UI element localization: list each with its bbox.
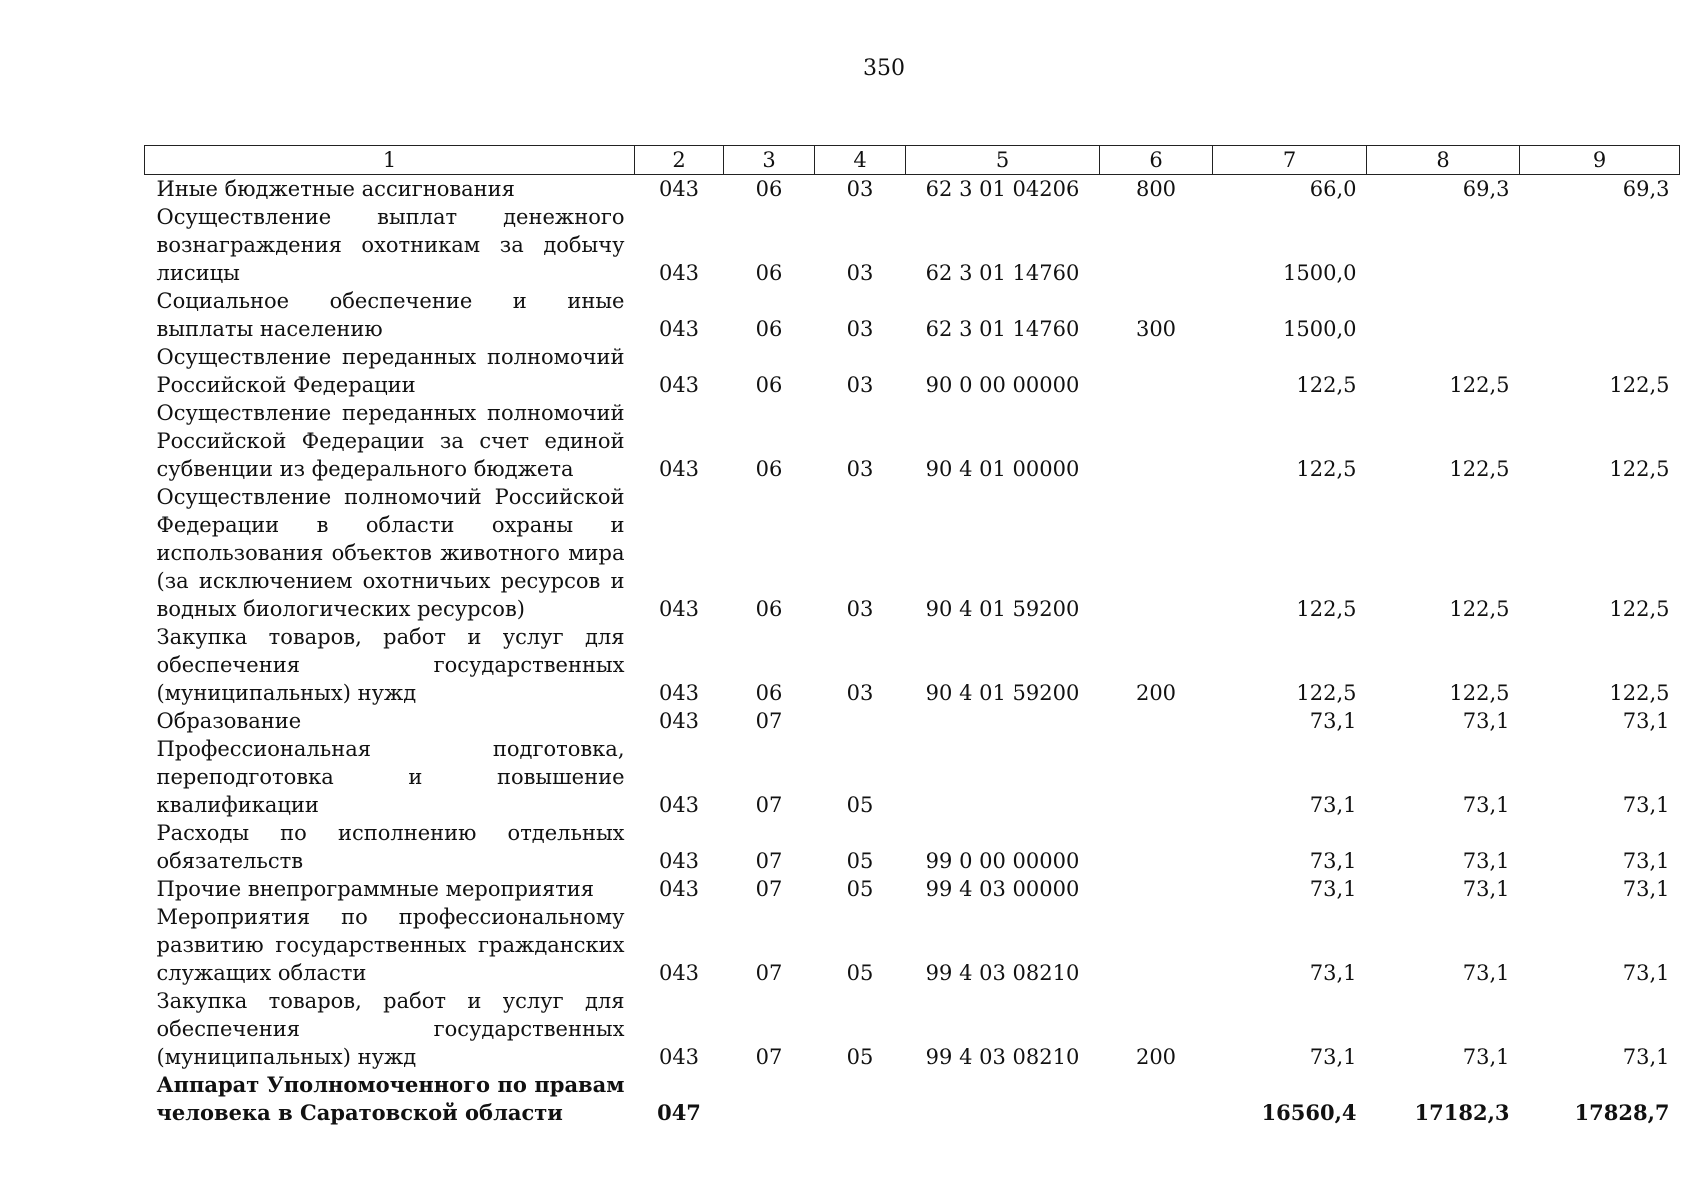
row-target-article-cell: 99 0 00 00000 [925, 849, 1080, 873]
row-expense-type-cell [1100, 903, 1213, 987]
table-row [145, 707, 1680, 735]
row-amount-col9-cell: 73,1 [1622, 1045, 1670, 1069]
row-code-cell: 043 [658, 849, 700, 873]
row-amount-col8-cell [1367, 287, 1520, 343]
column-header-7: 7 [1213, 146, 1367, 175]
table-row [145, 287, 1680, 343]
row-section-cell: 06 [755, 261, 783, 285]
row-target-article-cell: 99 4 03 08210 [925, 961, 1080, 985]
row-amount-col7-cell: 1500,0 [1283, 261, 1357, 285]
row-subsection-cell: 03 [846, 261, 874, 285]
row-amount-col7-cell: 122,5 [1296, 681, 1357, 705]
row-subsection-cell: 03 [846, 457, 874, 481]
row-code-cell: 043 [658, 317, 700, 341]
table-header [145, 146, 1680, 175]
row-target-article-cell: 62 3 01 14760 [925, 261, 1080, 285]
row-code-cell: 047 [657, 1100, 701, 1125]
row-code-cell: 043 [658, 709, 700, 733]
row-name-cell: Осуществление выплат денежного вознаграждения охотникам за добычу лисицы [156, 205, 625, 285]
table-row [145, 483, 1680, 623]
row-subsection-cell: 03 [846, 373, 874, 397]
row-amount-col8-cell: 69,3 [1462, 177, 1510, 201]
row-amount-col7-cell: 73,1 [1309, 877, 1357, 901]
row-amount-col7-cell: 66,0 [1309, 177, 1357, 201]
column-header-4: 4 [815, 146, 906, 175]
column-header-5: 5 [906, 146, 1100, 175]
row-name-cell: Профессиональная подготовка, переподготовка и повышение квалификации [156, 737, 625, 817]
row-amount-col8-cell: 122,5 [1449, 597, 1510, 621]
row-name-cell: Образование [156, 709, 302, 733]
row-name-cell: Закупка товаров, работ и услуг для обеспечения государственных (муниципальных) нужд [156, 625, 625, 705]
row-section-cell: 07 [755, 961, 783, 985]
row-code-cell: 043 [658, 597, 700, 621]
table-row [145, 875, 1680, 903]
table-row [145, 819, 1680, 875]
row-expense-type-cell [1100, 399, 1213, 483]
row-section-cell: 06 [755, 373, 783, 397]
row-target-article-cell: 62 3 01 04206 [925, 177, 1080, 201]
row-subsection-cell [815, 707, 906, 735]
row-amount-col7-cell: 73,1 [1309, 961, 1357, 985]
row-expense-type-cell: 200 [1135, 1045, 1177, 1069]
row-target-article-cell: 99 4 03 08210 [925, 1045, 1080, 1069]
row-amount-col7-cell: 16560,4 [1261, 1100, 1357, 1125]
row-amount-col7-cell: 73,1 [1309, 709, 1357, 733]
table-row [145, 987, 1680, 1071]
row-section-cell: 06 [755, 177, 783, 201]
row-expense-type-cell [1100, 819, 1213, 875]
row-subsection-cell: 03 [846, 317, 874, 341]
row-amount-col8-cell: 73,1 [1462, 793, 1510, 817]
row-section-cell: 07 [755, 1045, 783, 1069]
row-target-article-cell [906, 735, 1100, 819]
row-target-article-cell: 99 4 03 00000 [925, 877, 1080, 901]
row-amount-col8-cell: 73,1 [1462, 961, 1510, 985]
row-expense-type-cell [1100, 343, 1213, 399]
row-section-cell: 07 [755, 877, 783, 901]
row-name-cell: Аппарат Уполномоченного по правам человека в Саратовской области [156, 1072, 625, 1125]
row-amount-col9-cell: 122,5 [1609, 457, 1670, 481]
row-expense-type-cell [1100, 203, 1213, 287]
row-name-cell: Расходы по исполнению отдельных обязательств [156, 821, 625, 873]
table-row [145, 903, 1680, 987]
row-subsection-cell: 05 [846, 877, 874, 901]
row-amount-col8-cell: 73,1 [1462, 849, 1510, 873]
row-target-article-cell: 62 3 01 14760 [925, 317, 1080, 341]
row-amount-col8-cell: 73,1 [1462, 709, 1510, 733]
row-amount-col9-cell [1520, 203, 1680, 287]
row-amount-col9-cell: 73,1 [1622, 877, 1670, 901]
budget-table [144, 145, 1680, 1127]
row-amount-col9-cell: 69,3 [1622, 177, 1670, 201]
row-amount-col8-cell: 122,5 [1449, 681, 1510, 705]
row-code-cell: 043 [658, 793, 700, 817]
row-section-cell: 06 [755, 457, 783, 481]
column-header-9: 9 [1520, 146, 1680, 175]
column-header-8: 8 [1367, 146, 1520, 175]
row-subsection-cell [815, 1071, 906, 1127]
row-expense-type-cell [1100, 735, 1213, 819]
row-amount-col9-cell: 17828,7 [1574, 1100, 1670, 1125]
row-name-cell: Социальное обеспечение и иные выплаты населению [156, 289, 625, 341]
row-name-cell: Осуществление переданных полномочий Российской Федерации за счет единой субвенции из федерального бюджета [156, 401, 625, 481]
row-subsection-cell: 03 [846, 597, 874, 621]
table-row [145, 399, 1680, 483]
row-amount-col9-cell: 122,5 [1609, 597, 1670, 621]
row-expense-type-cell: 200 [1135, 681, 1177, 705]
row-amount-col9-cell: 73,1 [1622, 849, 1670, 873]
row-amount-col8-cell [1367, 203, 1520, 287]
row-amount-col8-cell: 122,5 [1449, 457, 1510, 481]
row-amount-col9-cell [1520, 287, 1680, 343]
row-subsection-cell: 05 [846, 1045, 874, 1069]
row-amount-col9-cell: 73,1 [1622, 793, 1670, 817]
row-amount-col7-cell: 122,5 [1296, 373, 1357, 397]
row-target-article-cell: 90 4 01 59200 [925, 681, 1080, 705]
table-row [145, 203, 1680, 287]
table-row [145, 175, 1680, 204]
row-section-cell: 06 [755, 317, 783, 341]
row-amount-col8-cell: 73,1 [1462, 1045, 1510, 1069]
row-expense-type-cell [1100, 707, 1213, 735]
row-amount-col8-cell: 73,1 [1462, 877, 1510, 901]
row-amount-col9-cell: 122,5 [1609, 373, 1670, 397]
row-amount-col7-cell: 73,1 [1309, 793, 1357, 817]
row-name-cell: Иные бюджетные ассигнования [156, 177, 515, 201]
row-code-cell: 043 [658, 457, 700, 481]
row-subsection-cell: 05 [846, 793, 874, 817]
row-name-cell: Мероприятия по профессиональному развитию государственных гражданских служащих области [156, 905, 625, 985]
row-subsection-cell: 03 [846, 681, 874, 705]
row-amount-col8-cell: 17182,3 [1414, 1100, 1510, 1125]
row-target-article-cell [906, 707, 1100, 735]
row-subsection-cell: 03 [846, 177, 874, 201]
row-code-cell: 043 [658, 961, 700, 985]
table-body [145, 175, 1680, 1128]
column-header-2: 2 [635, 146, 724, 175]
row-code-cell: 043 [658, 261, 700, 285]
header-row [145, 146, 1680, 175]
row-expense-type-cell [1100, 483, 1213, 623]
row-amount-col8-cell: 122,5 [1449, 373, 1510, 397]
row-code-cell: 043 [658, 681, 700, 705]
row-name-cell: Осуществление переданных полномочий Российской Федерации [156, 345, 625, 397]
row-amount-col7-cell: 73,1 [1309, 849, 1357, 873]
row-target-article-cell: 90 0 00 00000 [925, 373, 1080, 397]
column-header-1: 1 [145, 146, 635, 175]
row-amount-col9-cell: 73,1 [1622, 961, 1670, 985]
row-subsection-cell: 05 [846, 849, 874, 873]
row-code-cell: 043 [658, 373, 700, 397]
row-code-cell: 043 [658, 1045, 700, 1069]
row-target-article-cell: 90 4 01 00000 [925, 457, 1080, 481]
row-section-cell: 07 [755, 793, 783, 817]
row-amount-col7-cell: 122,5 [1296, 597, 1357, 621]
row-expense-type-cell [1100, 875, 1213, 903]
page-number: 350 [863, 56, 905, 81]
row-amount-col7-cell: 122,5 [1296, 457, 1357, 481]
row-amount-col9-cell: 73,1 [1622, 709, 1670, 733]
row-section-cell [724, 1071, 815, 1127]
table-row [145, 343, 1680, 399]
row-amount-col7-cell: 1500,0 [1283, 317, 1357, 341]
row-expense-type-cell [1100, 1071, 1213, 1127]
table-row [145, 735, 1680, 819]
column-header-6: 6 [1100, 146, 1213, 175]
row-amount-col7-cell: 73,1 [1309, 1045, 1357, 1069]
column-header-3: 3 [724, 146, 815, 175]
table-row [145, 623, 1680, 707]
row-name-cell: Прочие внепрограммные мероприятия [156, 877, 595, 901]
row-target-article-cell: 90 4 01 59200 [925, 597, 1080, 621]
row-target-article-cell [906, 1071, 1100, 1127]
row-section-cell: 06 [755, 681, 783, 705]
row-expense-type-cell: 300 [1135, 317, 1177, 341]
row-name-cell: Осуществление полномочий Российской Федерации в области охраны и использования объектов животного мира (за исключением охотничьих ресурсов и водных биологических ресурсов) [156, 485, 625, 621]
row-amount-col9-cell: 122,5 [1609, 681, 1670, 705]
row-expense-type-cell: 800 [1135, 177, 1177, 201]
row-section-cell: 07 [755, 709, 783, 733]
row-code-cell: 043 [658, 177, 700, 201]
row-name-cell: Закупка товаров, работ и услуг для обеспечения государственных (муниципальных) нужд [156, 989, 625, 1069]
row-section-cell: 07 [755, 849, 783, 873]
row-subsection-cell: 05 [846, 961, 874, 985]
row-code-cell: 043 [658, 877, 700, 901]
table-row [145, 1071, 1680, 1127]
row-section-cell: 06 [755, 597, 783, 621]
